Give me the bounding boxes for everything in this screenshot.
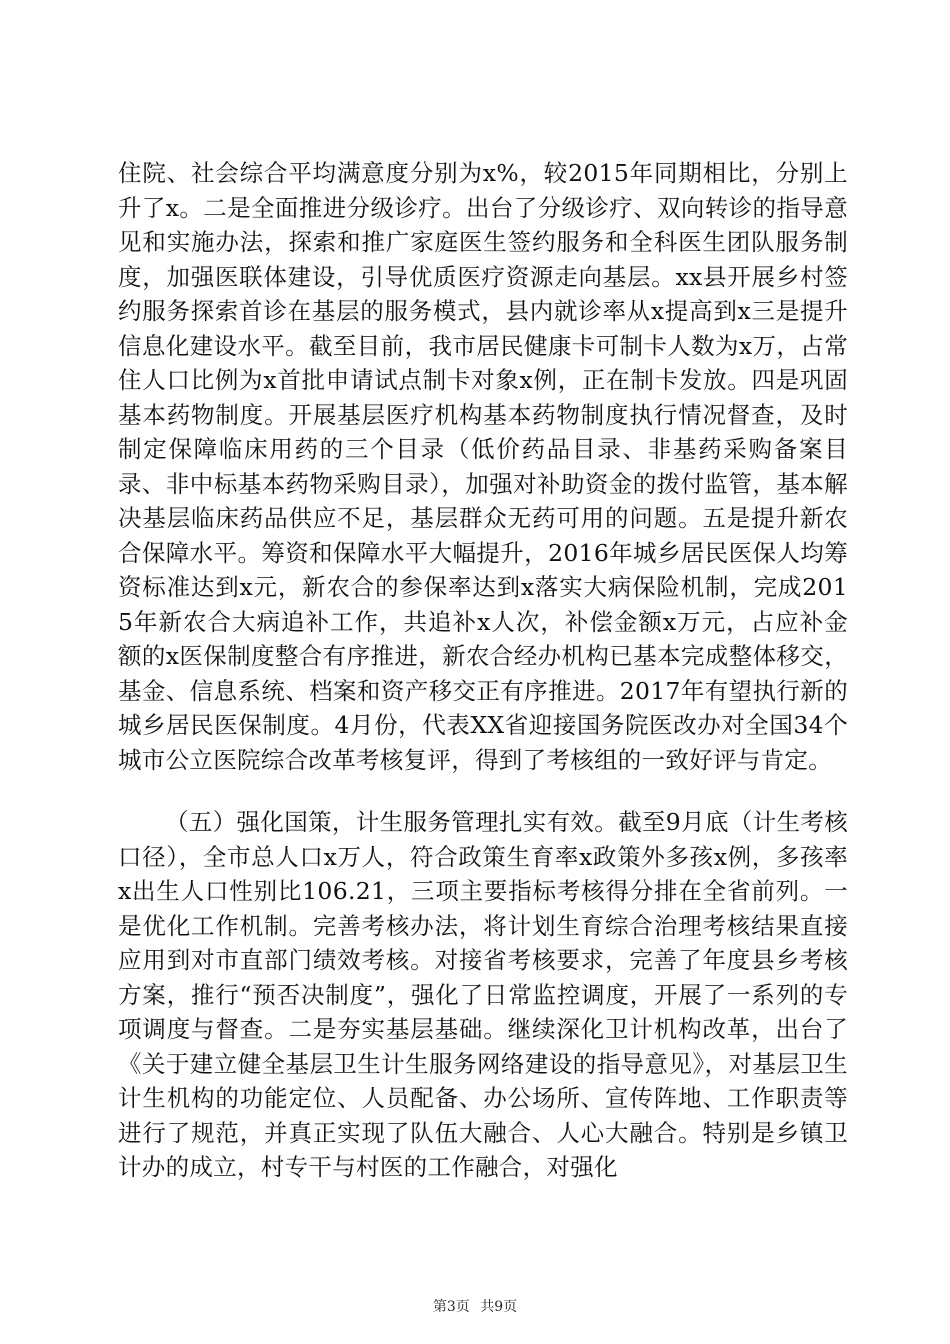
- page-footer: [0, 1298, 950, 1316]
- page-number: 第3页: [432, 1299, 470, 1315]
- paragraph-healthcare-reform: 住院、社会综合平均满意度分别为x%，较2015年同期相比，分别上升了x。二是全面推进分级诊疗。出台了分级诊疗、双向转诊的指导意见和实施办法，探索和推广家庭医生签约服务和全科医生团队服务制度，加强医联体建设，引导优质医疗资源走向基层。xx县开展乡村签约服务探索首诊在基层的服务模式，县内就诊率从x提高到x三是提升信息化建设水平。截至目前，我市居民健康卡可制卡人数为x万，占常住人口比例为x首批申请试点制卡对象x例，正在制卡发放。四是巩固基本药物制度。开展基层医疗机构基本药物制度执行情况督查，及时制定保障临床用药的三个目录（低价药品目录、非基药采购备案目录、非中标基本药物采购目录），加强对补助资金的拨付监管，基本解决基层临床药品供应不足，基层群众无药可用的问题。五是提升新农合保障水平。筹资和保障水平大幅提升，2016年城乡居民医保人均筹资标准达到x元，新农合的参保率达到x落实大病保险机制，完成2015年新农合大病追补工作，共追补x人次，补偿金额x万元，占应补金额的x医保制度整合有序推进，新农合经办机构已基本完成整体移交，基金、信息系统、档案和资产移交正有序推进。2017年有望执行新的城乡居民医保制度。4月份，代表XX省迎接国务院医改办对全国34个城市公立医院综合改革考核复评，得到了考核组的一致好评与肯定。: [118, 159, 848, 774]
- paragraph-family-planning: （五）强化国策，计生服务管理扎实有效。截至9月底（计生考核口径），全市总人口x万人，符合政策生育率x政策外多孩x例，多孩率x出生人口性别比106.21，三项主要指标考核得分排在全省前列。一是优化工作机制。完善考核办法，将计划生育综合治理考核结果直接应用到对市直部门绩效考核。对接省考核要求，完善了年度县乡考核方案，推行“预否决制度”，强化了日常监控调度，开展了一系列的专项调度与督查。二是夯实基层基础。继续深化卫计机构改革，出台了《关于建立健全基层卫生计生服务网络建设的指导意见》，对基层卫生计生机构的功能定位、人员配备、办公场所、宣传阵地、工作职责等进行了规范，并真正实现了队伍大融合、人心大融合。特别是乡镇卫计办的成立，村专干与村医的工作融合，对强化: [118, 808, 848, 1181]
- page-total: 共9页: [480, 1299, 518, 1315]
- document-body: [118, 156, 848, 1185]
